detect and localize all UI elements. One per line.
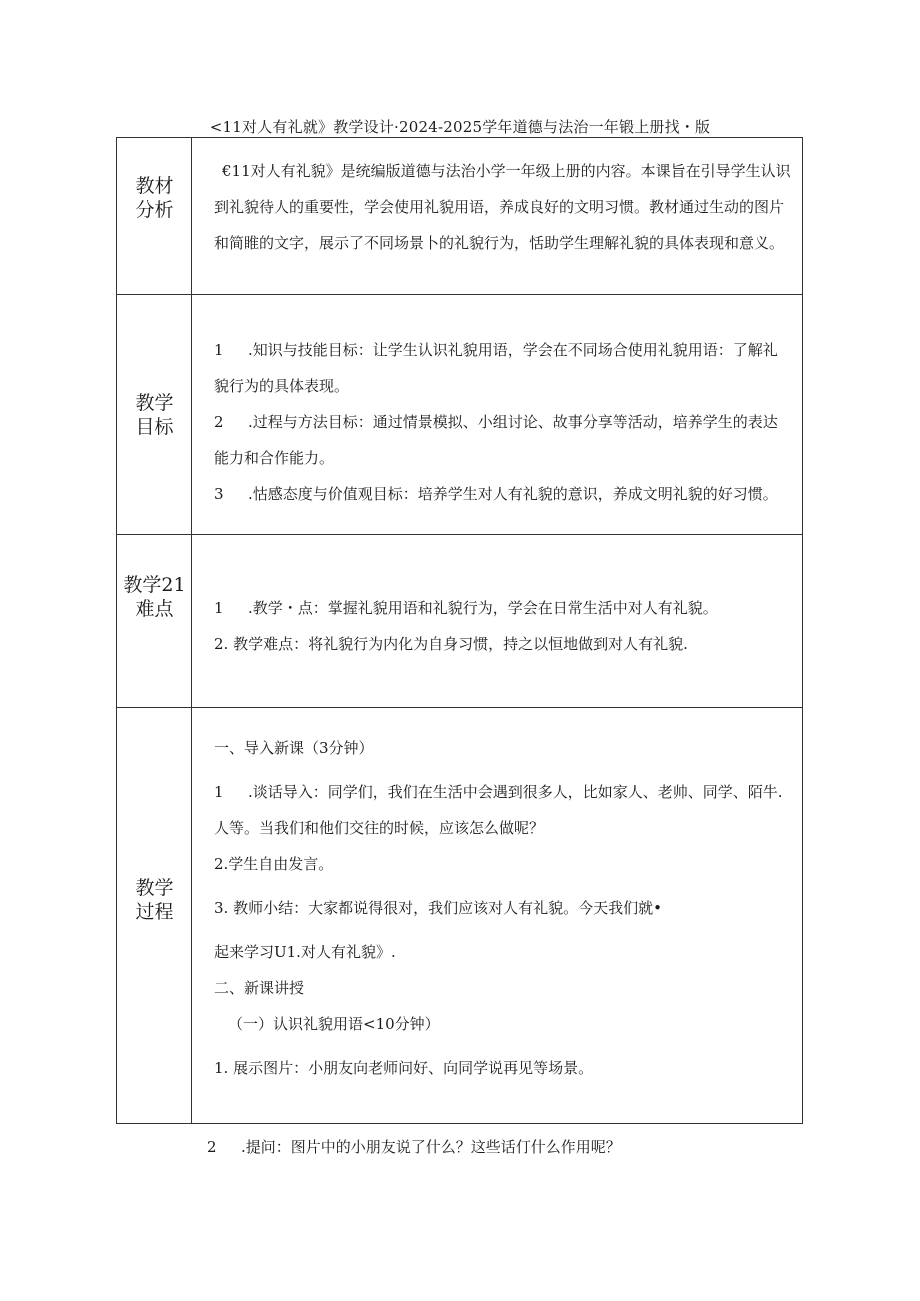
document-title: <11对人有礼就》教学设计·2024-2025学年道德与法治一年锻上册找・版: [209, 118, 711, 136]
label-cell-keypoints: [117, 535, 192, 708]
after-table-item: 2 .提问：图片中的小朋友说了什么？这些话仃什么作用呢？: [207, 1138, 621, 1156]
content-cell-keypoints: [192, 535, 803, 708]
process-item-4: 1. 展示图片：小朋友向老师问好、向同学说再见等场景。: [214, 1059, 594, 1077]
process-section-1: 一、导入新课（3分钟）: [214, 739, 374, 757]
material-paragraph: €11对人有礼貌》是统编版道德与法治小学一年级上册的内容。本课旨在引导学生认识到礼貌待人的重要性，学会使用礼貌用语，养成良好的文明习惯。教材通过生动的图片和简睢的文字，展示了不同场景卜的礼貌行为，恬助学生理解礼貌的具体表现和意义。: [214, 162, 791, 252]
process-item-2: 2.学生自由发言。: [214, 855, 334, 873]
goal-item-1: 1 .知识与技能目标：让学生认识礼貌用语，学会在不同场合使用礼貌用语：了解礼貌行为的具体表现。: [214, 341, 778, 395]
label-cell-process: [117, 708, 192, 1124]
keypoint-item-1: 1 .教学・点：掌握礼貌用语和礼貌行为，学会在日常生活中对人有礼貌。: [214, 599, 718, 617]
content-cell-process: [192, 708, 803, 1124]
row-key-points: [117, 535, 803, 708]
process-item-3: 3. 教师小结：大家都说得很对，我们应该对人有礼貌。今天我们就•: [214, 899, 662, 917]
process-item-3-cont: 起来学习U1.对人有礼貌》.: [214, 943, 396, 961]
process-subsection: （一）认识礼貌用语<10分钟）: [228, 1015, 440, 1033]
goal-item-3: 3 .怙感态度与价值观目标：培养学生对人有礼貌的意识，养成文明礼貌的好习惯。: [214, 485, 778, 503]
process-section-2: 二、新课讲授: [214, 979, 305, 997]
goal-item-2: 2 .过程与方法目标：通过情景模拟、小组讨论、故事分享等活动，培养学生的表达能力和合作能力。: [214, 413, 778, 467]
content-cell-material: [192, 138, 803, 295]
process-item-1: 1 .谈话导入：同学们，我们在生活中会遇到很多人，比如家人、老帅、同学、陌牛.人等。当我们和他们交往的时候，应该怎么做呢？: [214, 783, 783, 837]
keypoint-item-2: 2. 教学难点：将礼貌行为内化为自身习惯，持之以恒地做到对人有礼貌.: [214, 635, 688, 653]
row-label-material: 教材 分析: [135, 175, 174, 221]
content-cell-goals: [192, 295, 803, 535]
row-label-process: 教学 过程: [135, 877, 174, 923]
row-teaching-process: [117, 708, 803, 1124]
row-material-analysis: [117, 138, 803, 295]
lesson-plan-table: [116, 137, 803, 1124]
row-label-keypoints: 教学21 难点: [123, 574, 186, 620]
row-label-goals: 教学 目标: [135, 392, 174, 438]
label-cell-goals: [117, 295, 192, 535]
label-cell-material: [117, 138, 192, 295]
row-teaching-goals: [117, 295, 803, 535]
